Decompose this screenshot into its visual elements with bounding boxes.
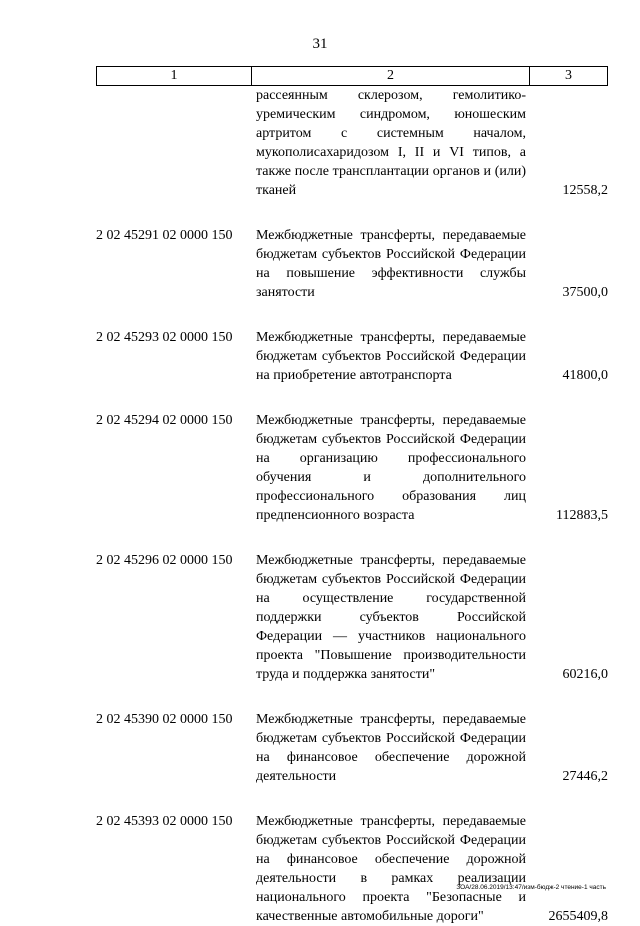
budget-code: 2 02 45390 02 0000 150 bbox=[96, 712, 233, 727]
table-row bbox=[96, 551, 608, 684]
amount: 60216,0 bbox=[562, 667, 608, 682]
table-row bbox=[96, 812, 608, 926]
table-row bbox=[96, 411, 608, 525]
amount: 27446,2 bbox=[562, 769, 608, 784]
table-header bbox=[96, 66, 608, 86]
description: Межбюджетные трансферты, передаваемые бюджетам субъектов Российской Федерации на повышение эффективности службы занятости bbox=[256, 228, 526, 300]
description: Межбюджетные трансферты, передаваемые бюджетам субъектов Российской Федерации на приобретение автотранспорта bbox=[256, 330, 526, 383]
table-row bbox=[96, 710, 608, 786]
budget-code: 2 02 45291 02 0000 150 bbox=[96, 228, 233, 243]
amount: 2655409,8 bbox=[548, 909, 608, 924]
amount: 37500,0 bbox=[562, 285, 608, 300]
description: Межбюджетные трансферты, передаваемые бюджетам субъектов Российской Федерации на финансовое обеспечение дорожной деятельности bbox=[256, 712, 526, 784]
table-row bbox=[96, 86, 608, 200]
column-header-1: 1 bbox=[97, 67, 252, 85]
column-header-2: 2 bbox=[252, 67, 530, 85]
description: рассеянным склерозом, гемолитико-уремическим синдромом, юношеским артритом с системным началом, мукополисахаридозом I, II и VI типов, а также после трансплантации органов и (или) тканей bbox=[256, 88, 526, 198]
description: Межбюджетные трансферты, передаваемые бюджетам субъектов Российской Федерации на организацию профессионального обучения и дополнительного профессионального образования лиц предпенсионного возраста bbox=[256, 413, 526, 523]
budget-code: 2 02 45294 02 0000 150 bbox=[96, 413, 233, 428]
table-row bbox=[96, 226, 608, 302]
budget-code: 2 02 45296 02 0000 150 bbox=[96, 553, 233, 568]
amount: 41800,0 bbox=[562, 368, 608, 383]
budget-code: 2 02 45393 02 0000 150 bbox=[96, 814, 233, 829]
amount: 12558,2 bbox=[562, 183, 608, 198]
document-footer: ЗОА/28.06.2019/13:47/изм-бюдж-2 чтение-1 часть bbox=[456, 884, 606, 891]
table-row bbox=[96, 328, 608, 385]
description: Межбюджетные трансферты, передаваемые бюджетам субъектов Российской Федерации на осуществление государственной поддержки субъектов Российской Федерации — участников национального проекта "Повышение производительности труда и поддержка занятости" bbox=[256, 553, 526, 682]
budget-code: 2 02 45293 02 0000 150 bbox=[96, 330, 233, 345]
amount: 112883,5 bbox=[556, 508, 608, 523]
table-body bbox=[96, 86, 608, 926]
page-number: 31 bbox=[312, 36, 328, 52]
description: Межбюджетные трансферты, передаваемые бюджетам субъектов Российской Федерации на финансовое обеспечение дорожной деятельности в рамках реализации национального проекта "Безопасные и качественные автомобильные дороги" bbox=[256, 814, 526, 924]
column-header-3: 3 bbox=[565, 68, 572, 83]
